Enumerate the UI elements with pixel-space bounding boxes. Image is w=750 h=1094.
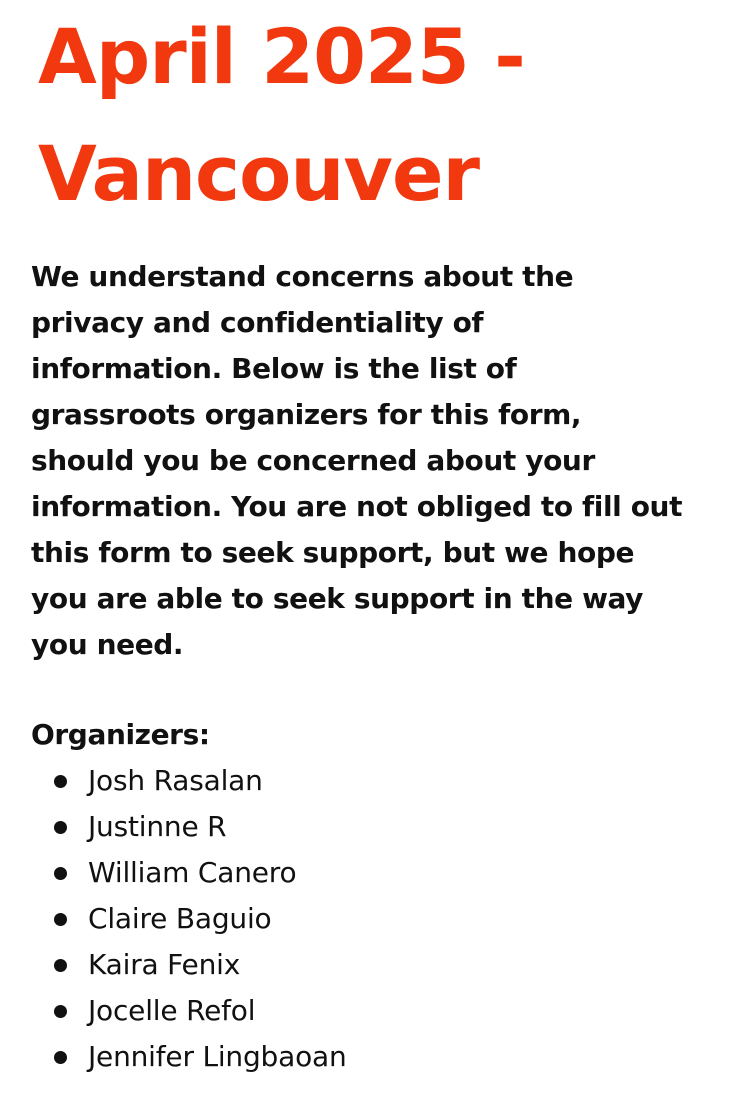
organizer-name: William Canero: [88, 856, 297, 889]
intro-line: this form to seek support, but we hope: [31, 536, 635, 569]
organizer-name: Josh Rasalan: [88, 764, 263, 797]
bullet-icon: [54, 775, 67, 788]
page-title: [38, 0, 738, 232]
intro-line: information. You are not obliged to fill out: [31, 490, 683, 523]
bullet-icon: [54, 1051, 67, 1064]
intro-line: information. Below is the list of: [31, 352, 517, 385]
organizer-name: Kaira Fenix: [88, 948, 241, 981]
intro-line: We understand concerns about the: [31, 260, 574, 293]
organizer-name: Jocelle Refol: [88, 994, 256, 1027]
title-line: April 2025 -: [38, 12, 525, 101]
intro-line: you are able to seek support in the way: [31, 582, 644, 615]
bullet-icon: [54, 1005, 67, 1018]
intro-paragraph: [31, 254, 731, 668]
organizer-name: Jennifer Lingbaoan: [88, 1040, 347, 1073]
bullet-icon: [54, 913, 67, 926]
bullet-icon: [54, 959, 67, 972]
organizers-heading: Organizers:: [31, 718, 210, 751]
organizer-name: Claire Baguio: [88, 902, 272, 935]
intro-line: you need.: [31, 628, 184, 661]
intro-line: grassroots organizers for this form,: [31, 398, 582, 431]
organizer-name: Justinne R: [88, 810, 227, 843]
intro-line: should you be concerned about your: [31, 444, 595, 477]
bullet-icon: [54, 821, 67, 834]
bullet-icon: [54, 867, 67, 880]
title-line: Vancouver: [38, 129, 479, 218]
intro-line: privacy and confidentiality of: [31, 306, 484, 339]
